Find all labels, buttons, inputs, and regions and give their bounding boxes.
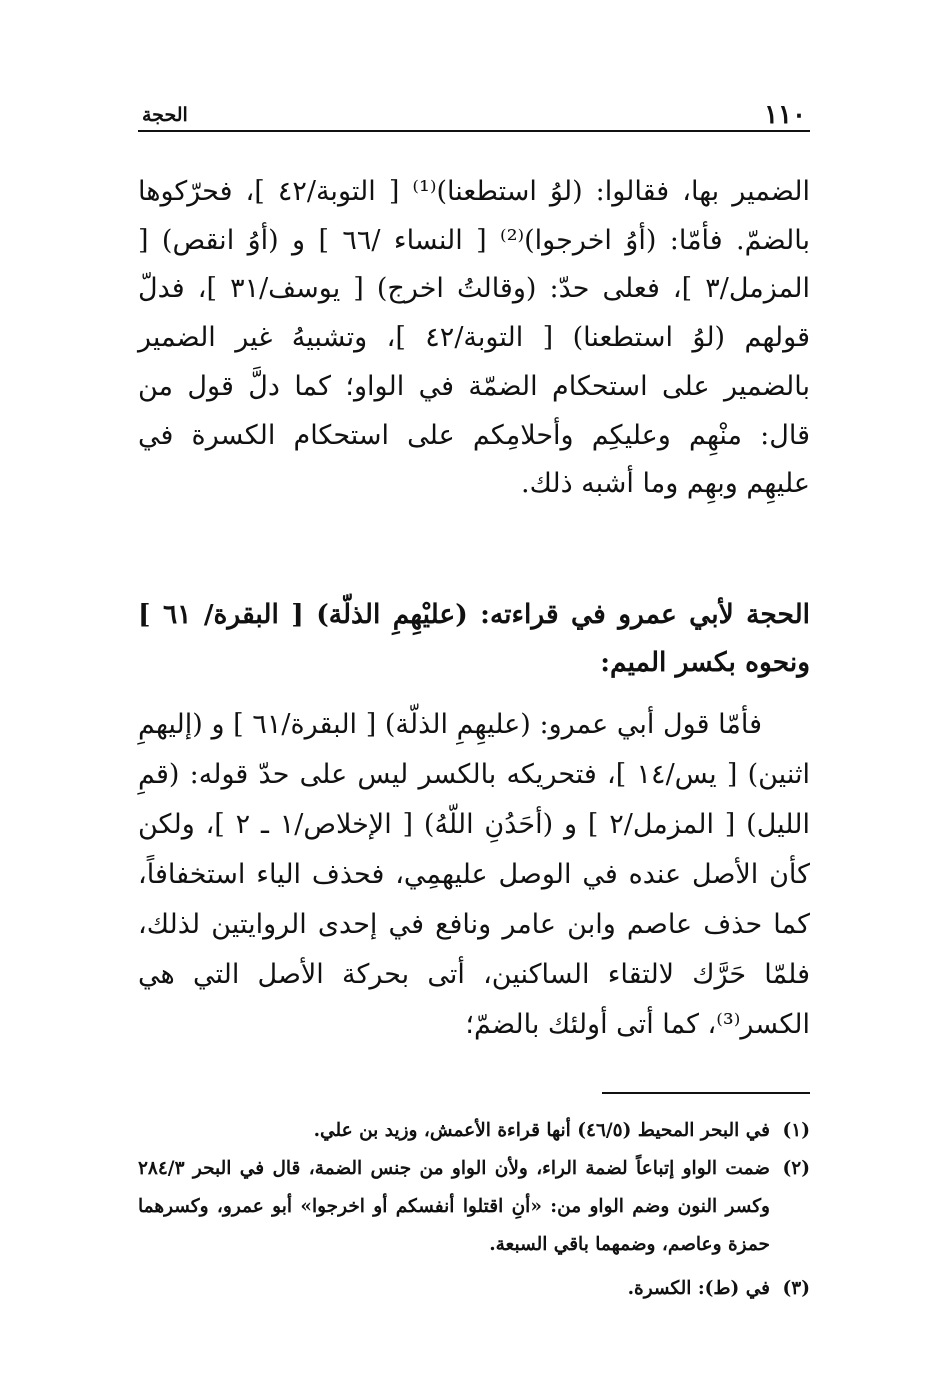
page-number: ١١٠: [764, 100, 806, 130]
footnote-number: (٢): [782, 1157, 810, 1179]
body-paragraph: فأمّا قول أبي عمرو: (عليهِمِ الذلّة) [ البقرة/٦١ ] و (إليهمِ اثنين) [ يس/١٤ ]، فتحريكه بالكسر ليس على حدّ قوله: (قمِ الليل) [ المزمل/٢ ] و (أحَدُنِ اللّهُ) [ الإخلاص/١ ـ ٢ ]، ولكن كأن الأصل عنده في الوصل عليهمِي، فحذف الياء استخفافاً، كما حذف عاصم وابن عامر ونافع في إحدى الروايتين لذلك، فلمّا حَرَّك لالتقاء الساكنين، أتى بحركة الأصل التي هي الكسر⁽³⁾، كما أتى أولئك بالضمّ؛: [138, 708, 810, 1040]
running-header: [138, 98, 810, 132]
footnote-item: [138, 1270, 810, 1308]
footnote-text: ضمت الواو إتباعاً لضمة الراء، ولأن الواو من جنس الضمة، قال في البحر ٢٨٤/٣ وكسر النون وضم الواو من: «أنِ اقتلوا أنفسكم أو اخرجوا» أبو عمرو، وكسرهما حمزة وعاصم، وضمهما باقي السبعة.: [138, 1157, 770, 1255]
body-paragraph: الضمير بها، فقالوا: (لوُ استطعنا)⁽¹⁾ [ التوبة/٤٢ ]، فحرّكوها بالضمّ. فأمّا: (أوُ اخرجوا)⁽²⁾ [ النساء /٦٦ ] و (أوُ انقص) [ المزمل/٣ ]، فعلى حدّ: (وقالتُ اخرج) [ يوسف/٣١ ]، فدلّ قولهم (لوُ استطعنا) [ التوبة/٤٢ ]، وتشبيهُ غير الضمير بالضمير على استحكام الضمّة في الواو؛ كما دلَّ قول من قال: منْهِم وعليكِم وأحلامِكم على استحكام الكسرة في عليهِم وبهِم وما أشبه ذلك.: [138, 176, 810, 500]
footnote-text: في (ط): الكسرة.: [627, 1277, 770, 1299]
footnotes: [138, 1112, 810, 1308]
main-text: [138, 168, 810, 1050]
section-heading: الحجة لأبي عمرو في قراءته: (عليْهِمِ الذلّة) [ البقرة/ ٦١ ] ونحوه بكسر الميم:: [138, 598, 811, 678]
footnote-number: (١): [782, 1119, 810, 1141]
document-page: [138, 98, 810, 1308]
book-title: الحجة: [142, 104, 188, 126]
footnote-number: (٣): [782, 1277, 810, 1299]
footnote-separator: [602, 1092, 810, 1094]
footnote-item: [138, 1150, 810, 1264]
footnote-text: في البحر المحيط (٤٦/٥) أنها قراءة الأعمش، وزيد بن علي.: [313, 1119, 770, 1141]
footnote-item: [138, 1112, 810, 1150]
